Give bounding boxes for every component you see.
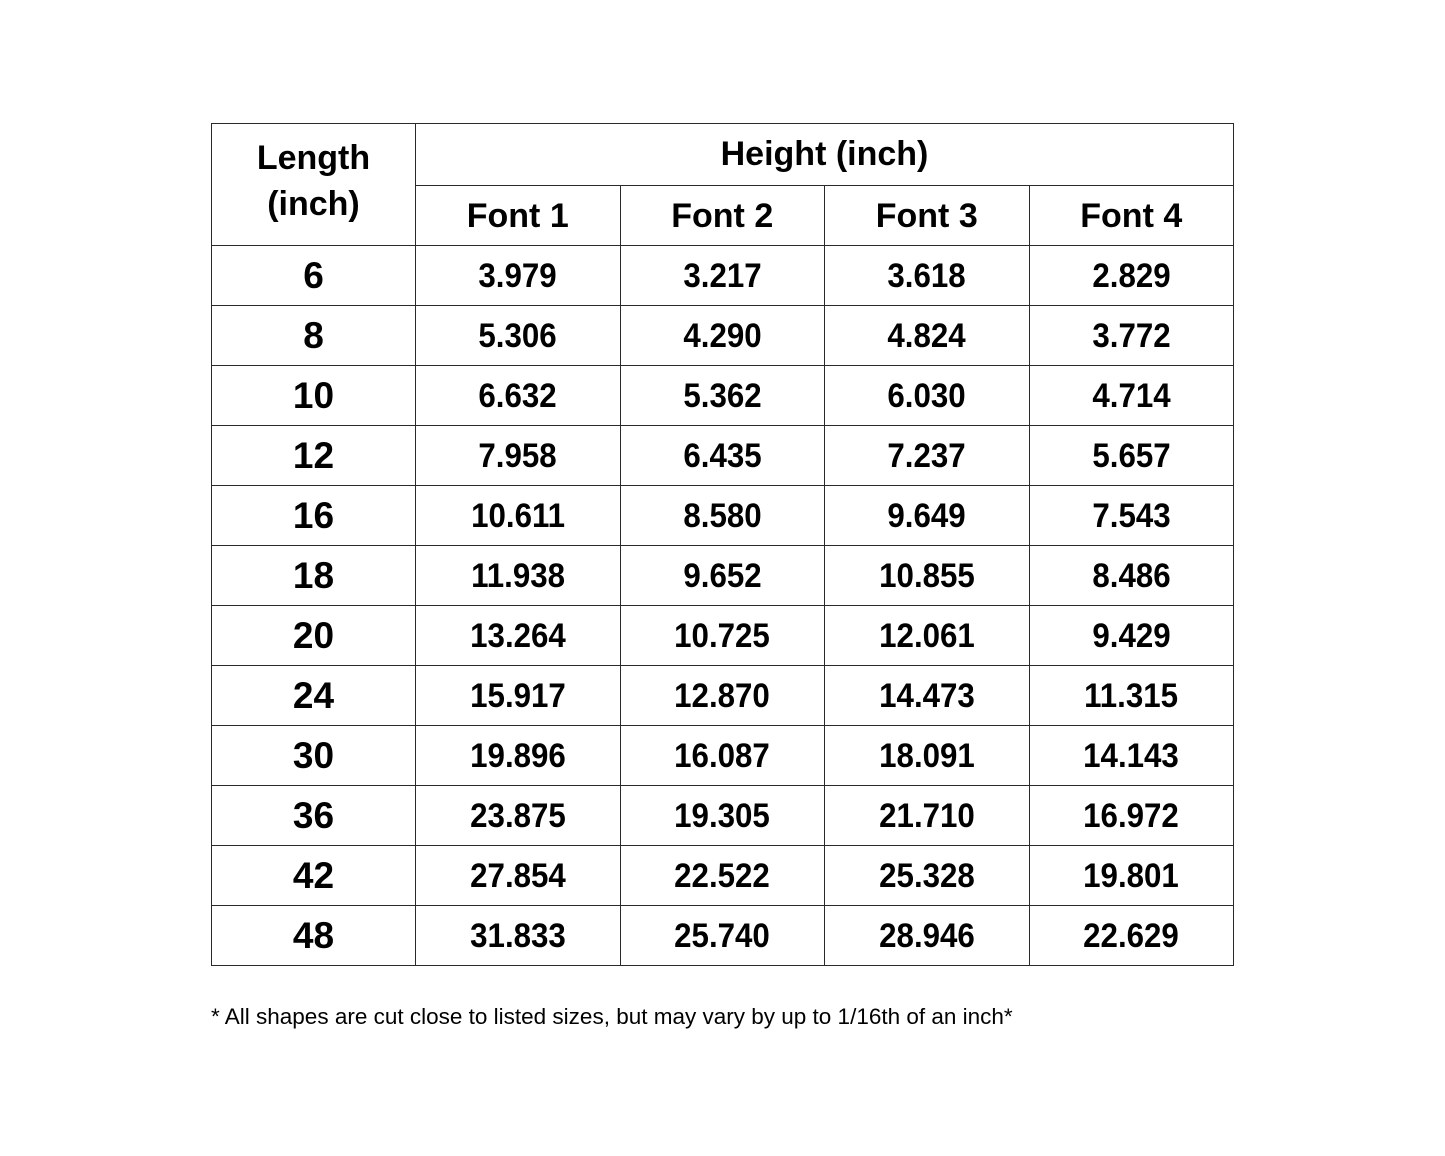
- height-value: 6.030: [887, 376, 966, 415]
- height-value-cell-font-1: [416, 246, 621, 306]
- height-value-cell-font-4: [1029, 306, 1234, 366]
- height-value: 12.870: [674, 676, 771, 715]
- height-value: 13.264: [469, 616, 566, 655]
- length-column-header: [212, 124, 416, 246]
- table-row: [212, 306, 1234, 366]
- height-value-cell-font-4: [1029, 426, 1234, 486]
- height-value: 15.917: [469, 676, 566, 715]
- height-value: 3.217: [683, 256, 762, 295]
- footnote: * All shapes are cut close to listed sizes, but may vary by up to 1/16th of an inch*: [211, 1004, 1013, 1029]
- height-value-cell-font-4: [1029, 546, 1234, 606]
- font-4-header: Font 4: [1029, 186, 1234, 246]
- height-value: 14.473: [878, 676, 975, 715]
- height-value-cell-font-2: [620, 486, 825, 546]
- height-value: 8.486: [1092, 556, 1171, 595]
- height-value: 11.938: [470, 556, 565, 595]
- height-value: 27.854: [469, 856, 566, 895]
- table-row: [212, 426, 1234, 486]
- length-cell: 48: [212, 906, 416, 966]
- height-value-cell-font-1: [416, 486, 621, 546]
- height-value-cell-font-2: [620, 846, 825, 906]
- table-row: [212, 366, 1234, 426]
- height-value-cell-font-4: [1029, 906, 1234, 966]
- height-value-cell-font-3: [825, 246, 1030, 306]
- height-value: 9.652: [683, 556, 762, 595]
- height-value: 14.143: [1083, 736, 1180, 775]
- height-value: 3.772: [1092, 316, 1171, 355]
- table-body: [212, 246, 1234, 966]
- table-row: [212, 666, 1234, 726]
- height-value: 10.611: [470, 496, 565, 535]
- height-value: 22.522: [674, 856, 771, 895]
- length-cell: 10: [212, 366, 416, 426]
- height-value-cell-font-3: [825, 486, 1030, 546]
- height-value: 18.091: [878, 736, 975, 775]
- table-row: [212, 846, 1234, 906]
- length-header-line2: (inch): [267, 184, 360, 223]
- height-value-cell-font-3: [825, 786, 1030, 846]
- length-header-line1: Length: [256, 138, 371, 177]
- height-value-cell-font-4: [1029, 846, 1234, 906]
- height-value: 31.833: [469, 916, 566, 955]
- height-value-cell-font-2: [620, 786, 825, 846]
- height-value: 19.896: [469, 736, 566, 775]
- length-cell: 42: [212, 846, 416, 906]
- height-value: 19.305: [674, 796, 771, 835]
- height-value-cell-font-2: [620, 546, 825, 606]
- length-cell: 8: [212, 306, 416, 366]
- height-value: 7.237: [887, 436, 966, 475]
- height-value: 5.657: [1092, 436, 1171, 475]
- height-value-cell-font-1: [416, 666, 621, 726]
- table-row: [212, 606, 1234, 666]
- height-value-cell-font-4: [1029, 606, 1234, 666]
- height-group-header: Height (inch): [416, 124, 1234, 186]
- height-value: 16.087: [674, 736, 771, 775]
- height-value-cell-font-1: [416, 606, 621, 666]
- height-value-cell-font-1: [416, 426, 621, 486]
- height-value: 16.972: [1083, 796, 1180, 835]
- height-value-cell-font-4: [1029, 486, 1234, 546]
- height-value: 4.824: [887, 316, 966, 355]
- height-value: 4.714: [1092, 376, 1171, 415]
- height-value-cell-font-2: [620, 666, 825, 726]
- height-value-cell-font-2: [620, 426, 825, 486]
- length-cell: 18: [212, 546, 416, 606]
- font-3-header: Font 3: [825, 186, 1030, 246]
- height-value: 21.710: [878, 796, 975, 835]
- height-value: 10.855: [878, 556, 975, 595]
- height-value-cell-font-3: [825, 606, 1030, 666]
- height-value-cell-font-4: [1029, 366, 1234, 426]
- height-value: 25.740: [674, 916, 771, 955]
- height-value-cell-font-4: [1029, 726, 1234, 786]
- height-value-cell-font-2: [620, 606, 825, 666]
- table-row: [212, 726, 1234, 786]
- height-value-cell-font-4: [1029, 666, 1234, 726]
- height-value-cell-font-3: [825, 366, 1030, 426]
- height-value: 28.946: [878, 916, 975, 955]
- length-cell: 30: [212, 726, 416, 786]
- size-chart-table: [211, 123, 1234, 966]
- table-row: [212, 246, 1234, 306]
- height-value-cell-font-3: [825, 666, 1030, 726]
- length-cell: 16: [212, 486, 416, 546]
- height-value-cell-font-1: [416, 366, 621, 426]
- height-value: 25.328: [878, 856, 975, 895]
- length-cell: 12: [212, 426, 416, 486]
- height-value: 4.290: [683, 316, 762, 355]
- height-value-cell-font-1: [416, 306, 621, 366]
- length-cell: 6: [212, 246, 416, 306]
- height-value: 22.629: [1083, 916, 1180, 955]
- height-value-cell-font-2: [620, 306, 825, 366]
- height-value-cell-font-3: [825, 546, 1030, 606]
- height-value-cell-font-2: [620, 366, 825, 426]
- table-row: [212, 786, 1234, 846]
- height-value-cell-font-1: [416, 846, 621, 906]
- length-cell: 36: [212, 786, 416, 846]
- height-value-cell-font-1: [416, 786, 621, 846]
- height-value-cell-font-3: [825, 306, 1030, 366]
- table-row: [212, 546, 1234, 606]
- height-value-cell-font-3: [825, 726, 1030, 786]
- height-value: 7.958: [478, 436, 557, 475]
- font-1-header: Font 1: [416, 186, 621, 246]
- table-header: [212, 124, 1234, 246]
- height-value: 12.061: [878, 616, 975, 655]
- height-value: 23.875: [469, 796, 566, 835]
- height-value: 2.829: [1092, 256, 1171, 295]
- height-value: 7.543: [1092, 496, 1171, 535]
- height-value-cell-font-1: [416, 546, 621, 606]
- height-value-cell-font-3: [825, 426, 1030, 486]
- height-value: 10.725: [674, 616, 771, 655]
- table-row: [212, 486, 1234, 546]
- height-value-cell-font-1: [416, 726, 621, 786]
- height-value-cell-font-2: [620, 906, 825, 966]
- height-value: 3.618: [887, 256, 966, 295]
- table-row: [212, 906, 1234, 966]
- height-value: 3.979: [478, 256, 557, 295]
- height-value: 9.429: [1092, 616, 1171, 655]
- height-value: 8.580: [683, 496, 762, 535]
- height-value: 9.649: [887, 496, 966, 535]
- height-value: 5.362: [683, 376, 762, 415]
- height-value-cell-font-4: [1029, 786, 1234, 846]
- length-cell: 20: [212, 606, 416, 666]
- height-value-cell-font-2: [620, 246, 825, 306]
- height-value: 6.435: [683, 436, 762, 475]
- height-value-cell-font-3: [825, 846, 1030, 906]
- font-2-header: Font 2: [620, 186, 825, 246]
- height-value-cell-font-1: [416, 906, 621, 966]
- height-value: 11.315: [1084, 676, 1179, 715]
- height-value: 5.306: [478, 316, 557, 355]
- length-cell: 24: [212, 666, 416, 726]
- height-value-cell-font-4: [1029, 246, 1234, 306]
- height-value-cell-font-2: [620, 726, 825, 786]
- height-value-cell-font-3: [825, 906, 1030, 966]
- height-value: 19.801: [1083, 856, 1180, 895]
- height-value: 6.632: [478, 376, 557, 415]
